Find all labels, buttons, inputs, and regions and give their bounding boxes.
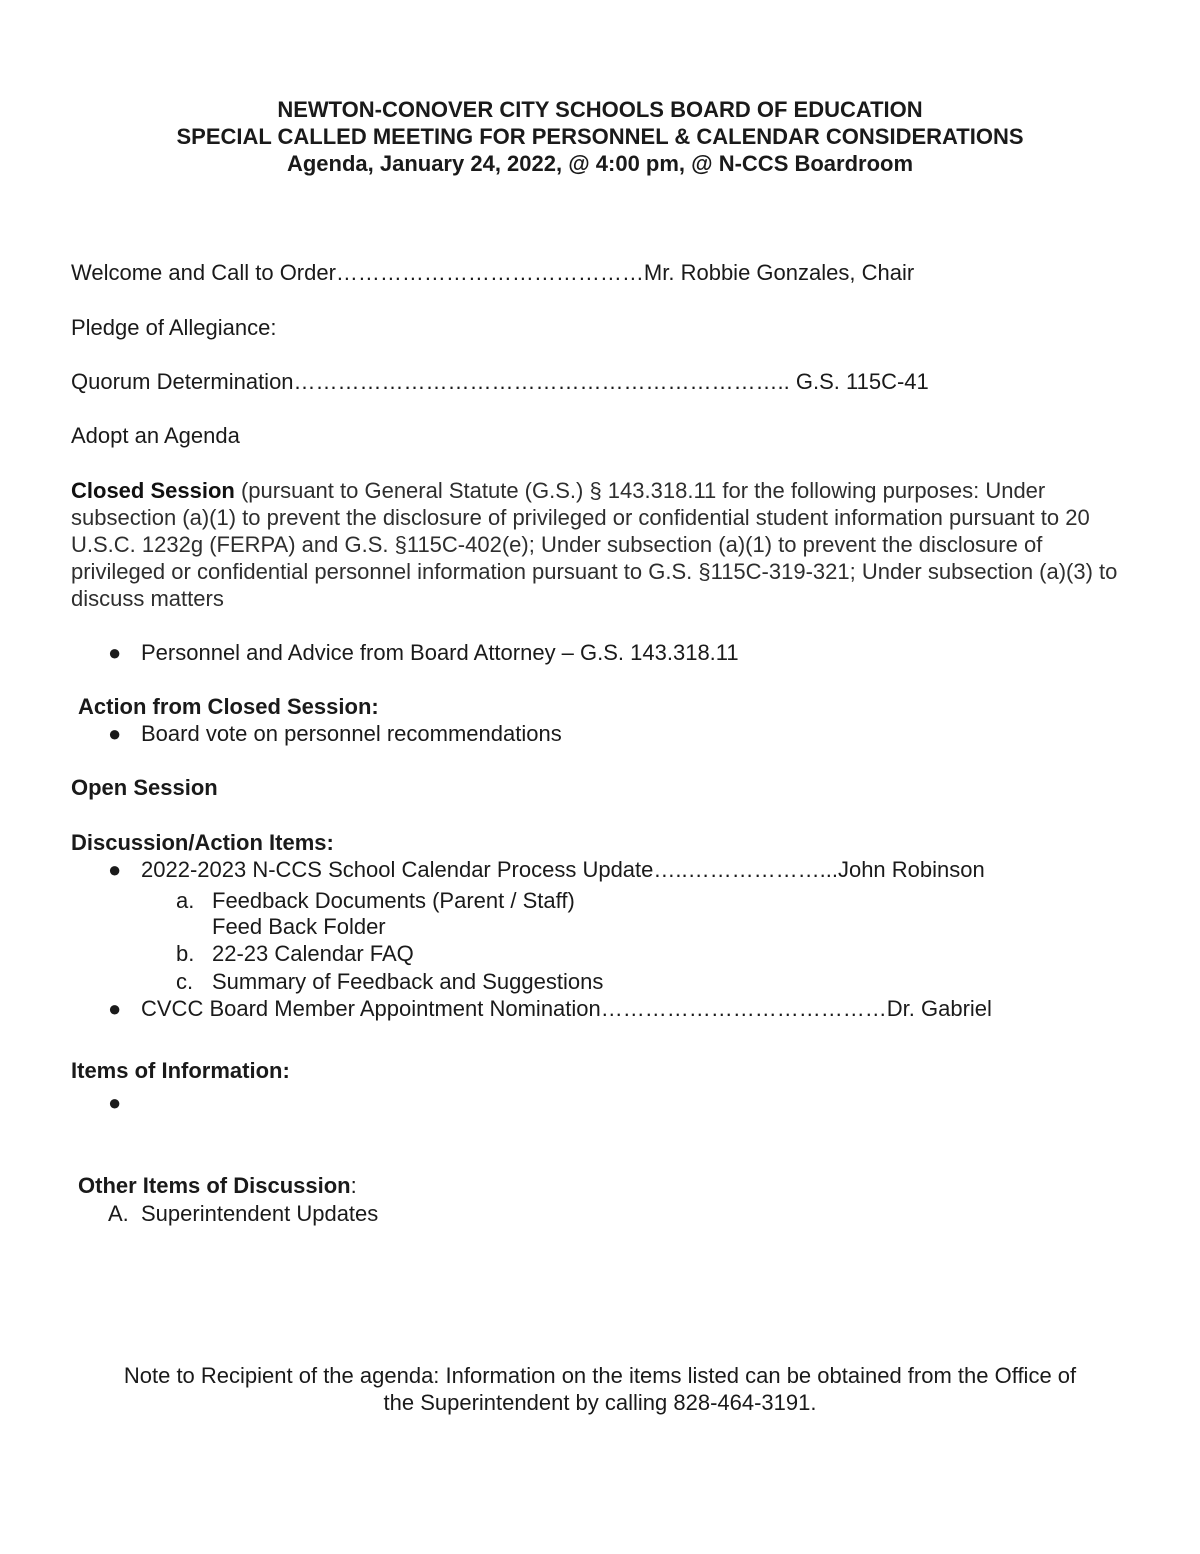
sub-item-a xyxy=(176,887,575,914)
closed-session-title: Closed Session xyxy=(71,478,235,503)
bullet-icon: ● xyxy=(108,857,122,882)
superintendent-updates-item xyxy=(108,1200,378,1227)
closed-session-text: (pursuant to General Statute (G.S.) § 143.318.11 for the following purposes: Under subsection (a)(1) to prevent the disclosure of privileged or confidential student information pursuant to 20 U.S.C. 1232g (FERPA) and G.S. §115C-402(e); Under subsection (a)(1) to prevent the disclosure of privileged or confidential personnel information pursuant to G.S. §115C-319-321; Under subsection (a)(3) to discuss matters xyxy=(71,478,1118,611)
recipient-note-line1: Note to Recipient of the agenda: Information on the items listed can be obtained from the Office of xyxy=(123,1363,1077,1388)
sub-item-marker: a. xyxy=(176,888,195,913)
information-empty-bullet xyxy=(108,1089,141,1116)
header-date-location: Agenda, January 24, 2022, @ 4:00 pm, @ N-CCS Boardroom xyxy=(286,151,914,176)
welcome-item: Welcome and Call to Order……………………………………Mr. Robbie Gonzales, Chair xyxy=(71,260,915,285)
bullet-icon: ● xyxy=(108,640,122,665)
other-items-heading xyxy=(78,1172,357,1199)
open-session-heading: Open Session xyxy=(71,775,218,800)
sub-item-a-text: Feedback Documents (Parent / Staff) xyxy=(212,888,575,913)
calendar-update-item xyxy=(108,856,985,883)
pledge-item: Pledge of Allegiance: xyxy=(71,315,277,340)
closed-session-bullet xyxy=(108,639,739,666)
action-closed-session-bullet xyxy=(108,720,562,747)
information-heading: Items of Information: xyxy=(71,1058,290,1083)
sub-item-c-text: Summary of Feedback and Suggestions xyxy=(212,969,604,994)
header-subtitle: SPECIAL CALLED MEETING FOR PERSONNEL & CALENDAR CONSIDERATIONS xyxy=(176,124,1024,149)
closed-session-bullet-text: Personnel and Advice from Board Attorney – G.S. 143.318.11 xyxy=(141,640,739,665)
bullet-icon: ● xyxy=(108,721,122,746)
recipient-note-line2: the Superintendent by calling 828-464-3191. xyxy=(383,1390,817,1415)
sub-item-a-folder: Feed Back Folder xyxy=(212,914,386,939)
bullet-icon: ● xyxy=(108,1090,122,1115)
superintendent-updates-text: Superintendent Updates xyxy=(141,1201,379,1226)
action-closed-session-heading: Action from Closed Session: xyxy=(78,694,379,719)
sub-item-b-text: 22-23 Calendar FAQ xyxy=(212,941,414,966)
closed-session-paragraph xyxy=(71,477,1141,612)
recipient-note xyxy=(0,1362,1200,1416)
adopt-agenda-item: Adopt an Agenda xyxy=(71,423,240,448)
sub-item-b xyxy=(176,940,414,967)
cvcc-nomination-text: CVCC Board Member Appointment Nomination…………………………………Dr. Gabriel xyxy=(141,996,992,1021)
header-title: NEWTON-CONOVER CITY SCHOOLS BOARD OF EDUCATION xyxy=(277,97,923,122)
action-closed-session-bullet-text: Board vote on personnel recommendations xyxy=(141,721,562,746)
bullet-icon: ● xyxy=(108,996,122,1021)
sub-item-marker: c. xyxy=(176,969,194,994)
cvcc-nomination-item xyxy=(108,995,992,1022)
list-marker: A. xyxy=(108,1201,129,1226)
sub-item-c xyxy=(176,968,603,995)
quorum-item: Quorum Determination………………………………………………………….. G.S. 115C-41 xyxy=(71,369,929,394)
discussion-heading: Discussion/Action Items: xyxy=(71,830,334,855)
document-header xyxy=(0,96,1200,177)
other-items-title: Other Items of Discussion xyxy=(78,1173,351,1198)
calendar-update-text: 2022-2023 N-CCS School Calendar Process Update…..………………...John Robinson xyxy=(141,857,985,882)
other-items-colon: : xyxy=(350,1173,357,1198)
sub-item-marker: b. xyxy=(176,941,195,966)
